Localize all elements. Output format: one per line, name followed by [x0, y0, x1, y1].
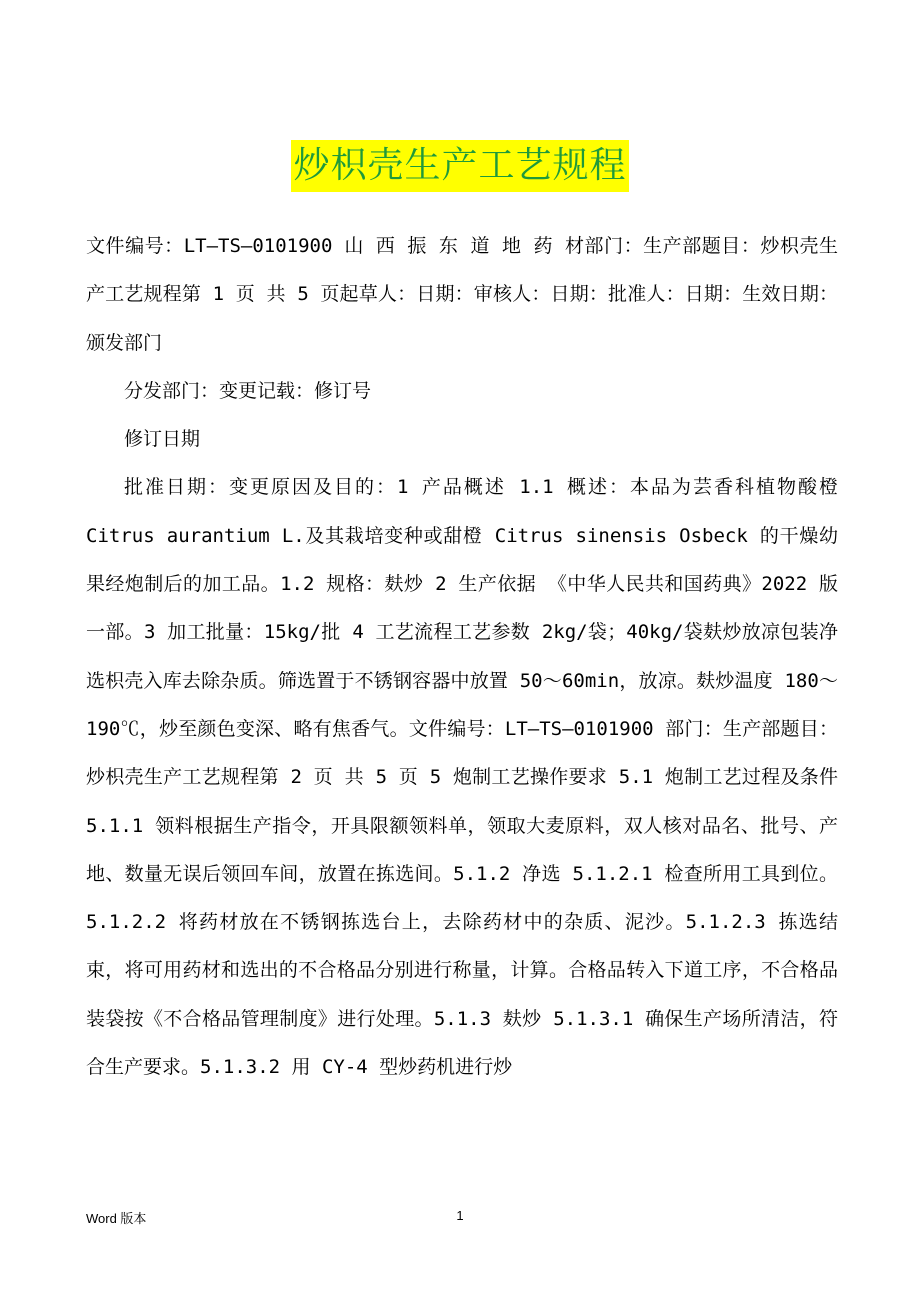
title-container	[0, 140, 920, 192]
document-body	[86, 222, 838, 1091]
paragraph-header-info: 文件编号：LT—TS—0101900 山 西 振 东 道 地 药 材部门：生产部题目：炒枳壳生产工艺规程第 1 页 共 5 页起草人：日期：审核人：日期：批准人：日期：生效日期：颁发部门	[86, 235, 838, 354]
footer-label: Word 版本	[86, 1211, 147, 1226]
document-title: 炒枳壳生产工艺规程	[291, 140, 628, 192]
page-number: 1	[456, 1208, 464, 1223]
paragraph-main-content: 批准日期：变更原因及目的：1 产品概述 1.1 概述：本品为芸香科植物酸橙 Citrus aurantium L.及其栽培变种或甜橙 Citrus sinensis Osbeck 的干燥幼果经炮制后的加工品。1.2 规格：麸炒 2 生产依据 《中华人民共和国药典》2022 版一部。3 加工批量：15kg/批 4 工艺流程工艺参数 2kg/袋；40kg/袋麸炒放凉包装净选枳壳入库去除杂质。筛选置于不锈钢容器中放置 50～60min，放凉。麸炒温度 180～190℃，炒至颜色变深、略有焦香气。文件编号：LT—TS—0101900 部门：生产部题目：炒枳壳生产工艺规程第 2 页 共 5 页 5 炮制工艺操作要求 5.1 炮制工艺过程及条件 5.1.1 领料根据生产指令，开具限额领料单，领取大麦原料，双人核对品名、批号、产地、数量无误后领回车间，放置在拣选间。5.1.2 净选 5.1.2.1 检查所用工具到位。5.1.2.2 将药材放在不锈钢拣选台上，去除药材中的杂质、泥沙。5.1.2.3 拣选结束，将可用药材和选出的不合格品分别进行称量，计算。合格品转入下道工序，不合格品装袋按《不合格品管理制度》进行处理。5.1.3 麸炒 5.1.3.1 确保生产场所清洁，符合生产要求。5.1.3.2 用 CY-4 型炒药机进行炒	[86, 476, 838, 1079]
paragraph-revision-date: 修订日期	[124, 428, 201, 451]
paragraph-distribution: 分发部门：变更记载：修订号	[124, 379, 372, 402]
